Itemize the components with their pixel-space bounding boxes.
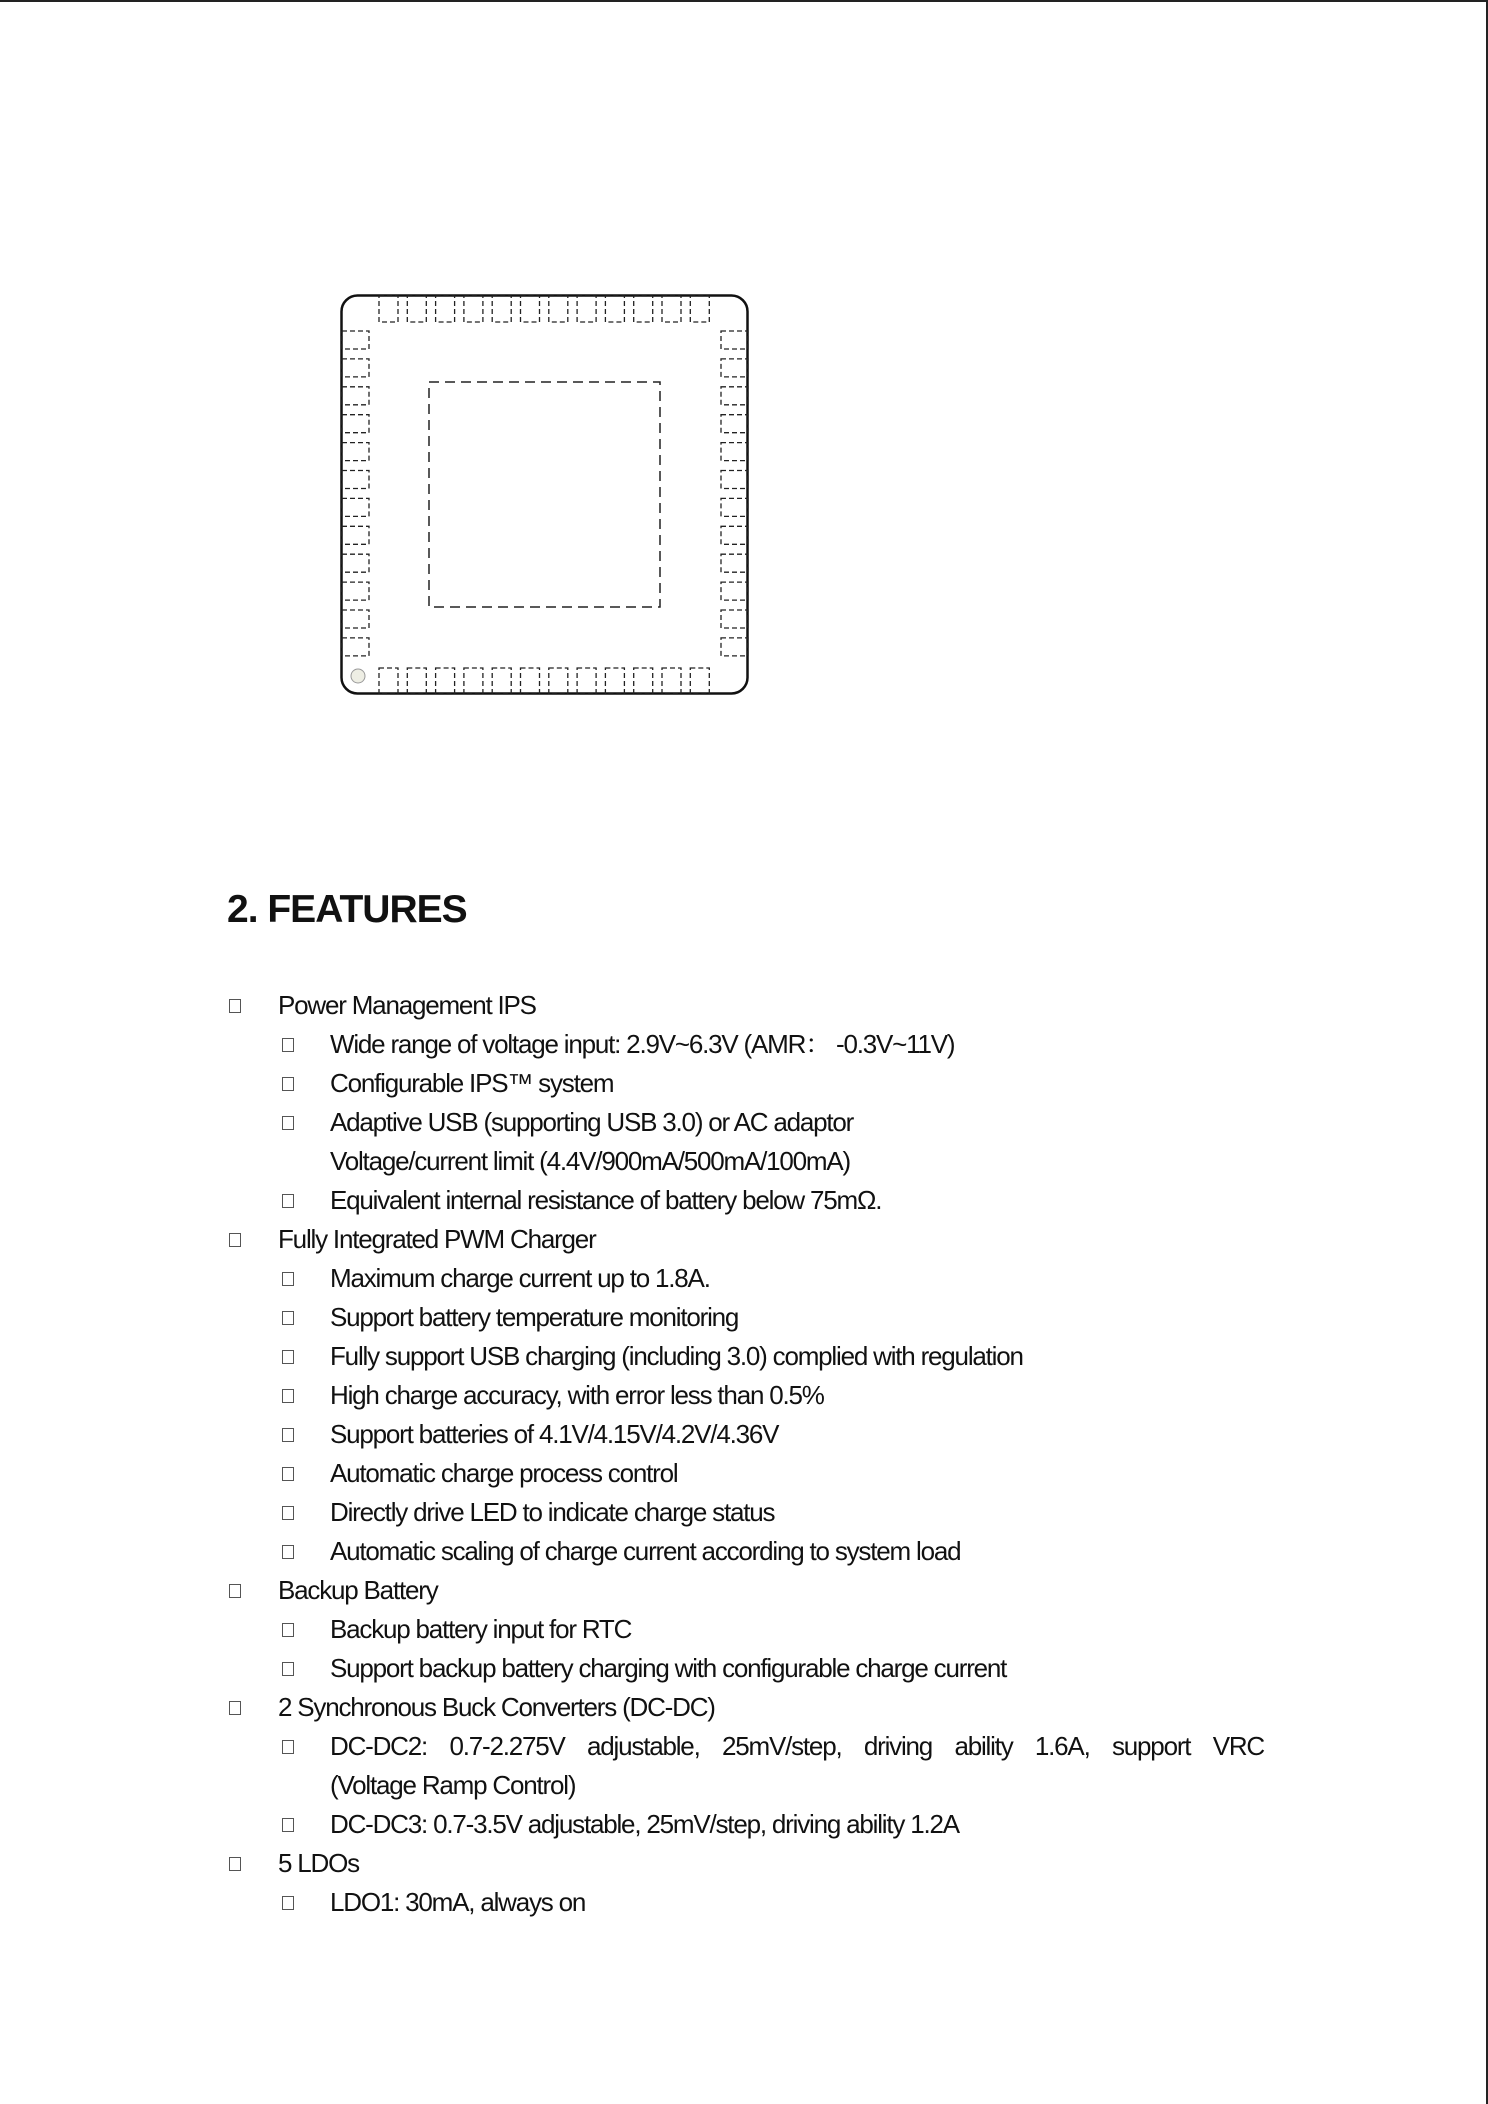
feature-item xyxy=(0,1727,1488,1766)
bullet-icon xyxy=(282,1077,294,1091)
bullet-icon xyxy=(282,1467,294,1481)
feature-text: Wide range of voltage input: 2.9V~6.3V (AMR： -0.3V~11V) xyxy=(330,1029,955,1059)
bullet-icon xyxy=(282,1818,294,1832)
bullet-icon xyxy=(282,1389,294,1403)
feature-text: Backup Battery xyxy=(278,1575,438,1605)
feature-text: DC-DC3: 0.7-3.5V adjustable, 25mV/step, driving ability 1.2A xyxy=(330,1809,959,1839)
bullet-icon xyxy=(229,1233,241,1247)
features-list xyxy=(0,986,1488,1922)
feature-text: Automatic scaling of charge current according to system load xyxy=(330,1536,961,1566)
feature-item xyxy=(0,1610,1488,1649)
pin1-marker-icon xyxy=(351,669,365,683)
bullet-icon xyxy=(282,1194,294,1208)
feature-text: Directly drive LED to indicate charge status xyxy=(330,1497,775,1527)
feature-category xyxy=(0,1571,1488,1610)
feature-item xyxy=(0,1805,1488,1844)
feature-item xyxy=(0,1298,1488,1337)
feature-item xyxy=(0,1337,1488,1376)
word: DC-DC2: xyxy=(330,1731,428,1761)
bullet-icon xyxy=(282,1350,294,1364)
feature-category xyxy=(0,1220,1488,1259)
bullet-icon xyxy=(229,1701,241,1715)
word: ability xyxy=(954,1731,1013,1761)
feature-item xyxy=(0,1064,1488,1103)
bullet-icon xyxy=(282,1428,294,1442)
word: VRC xyxy=(1212,1731,1264,1761)
feature-category xyxy=(0,1688,1488,1727)
bullet-icon xyxy=(229,1857,241,1871)
feature-item xyxy=(0,1883,1488,1922)
bullet-icon xyxy=(282,1116,294,1130)
bullet-icon xyxy=(282,1272,294,1286)
bullet-icon xyxy=(282,1740,294,1754)
feature-text: Equivalent internal resistance of battery below 75mΩ. xyxy=(330,1185,882,1215)
feature-item xyxy=(0,1532,1488,1571)
page-top-border xyxy=(0,0,1488,2)
feature-text: 2 Synchronous Buck Converters (DC-DC) xyxy=(278,1692,715,1722)
feature-text: Backup battery input for RTC xyxy=(330,1614,632,1644)
bullet-icon xyxy=(229,1584,241,1598)
bullet-icon xyxy=(282,1038,294,1052)
feature-text: 5 LDOs xyxy=(278,1848,359,1878)
bullet-icon xyxy=(282,1506,294,1520)
section-heading: 2. FEATURES xyxy=(227,888,467,931)
bullet-icon xyxy=(282,1311,294,1325)
feature-item xyxy=(0,1181,1488,1220)
word: 25mV/step, xyxy=(721,1731,842,1761)
feature-text: Support batteries of 4.1V/4.15V/4.2V/4.36V xyxy=(330,1419,779,1449)
feature-text: Support backup battery charging with configurable charge current xyxy=(330,1653,1007,1683)
feature-text: Adaptive USB (supporting USB 3.0) or AC adaptor xyxy=(330,1107,854,1137)
bullet-icon xyxy=(282,1662,294,1676)
word: support xyxy=(1111,1731,1191,1761)
word: adjustable, xyxy=(587,1731,700,1761)
feature-item xyxy=(0,1415,1488,1454)
feature-category xyxy=(0,986,1488,1025)
feature-item xyxy=(0,1454,1488,1493)
feature-text: Fully support USB charging (including 3.0) complied with regulation xyxy=(330,1341,1023,1371)
bullet-icon xyxy=(282,1545,294,1559)
feature-item-continuation xyxy=(0,1142,1488,1181)
word: 1.6A, xyxy=(1034,1731,1090,1761)
feature-text: High charge accuracy, with error less than 0.5% xyxy=(330,1380,824,1410)
feature-text: Voltage/current limit (4.4V/900mA/500mA/100mA) xyxy=(330,1146,850,1176)
feature-item xyxy=(0,1103,1488,1142)
feature-item xyxy=(0,1649,1488,1688)
chip-package-diagram xyxy=(340,294,750,696)
feature-text: Power Management IPS xyxy=(278,990,536,1020)
feature-item xyxy=(0,1376,1488,1415)
feature-text: Configurable IPS™ system xyxy=(330,1068,614,1098)
chip-outline xyxy=(342,296,748,694)
feature-category xyxy=(0,1844,1488,1883)
feature-text: LDO1: 30mA, always on xyxy=(330,1887,586,1917)
feature-text xyxy=(330,1727,1264,1766)
feature-text: (Voltage Ramp Control) xyxy=(330,1770,576,1800)
bullet-icon xyxy=(229,999,241,1013)
word: driving xyxy=(863,1731,933,1761)
feature-text: Automatic charge process control xyxy=(330,1458,678,1488)
feature-text: Maximum charge current up to 1.8A. xyxy=(330,1263,710,1293)
feature-text: Support battery temperature monitoring xyxy=(330,1302,739,1332)
feature-text: Fully Integrated PWM Charger xyxy=(278,1224,596,1254)
bullet-icon xyxy=(282,1896,294,1910)
feature-item xyxy=(0,1259,1488,1298)
feature-item-continuation xyxy=(0,1766,1488,1805)
word: 0.7-2.275V xyxy=(449,1731,565,1761)
feature-item xyxy=(0,1493,1488,1532)
feature-item xyxy=(0,1025,1488,1064)
bullet-icon xyxy=(282,1623,294,1637)
